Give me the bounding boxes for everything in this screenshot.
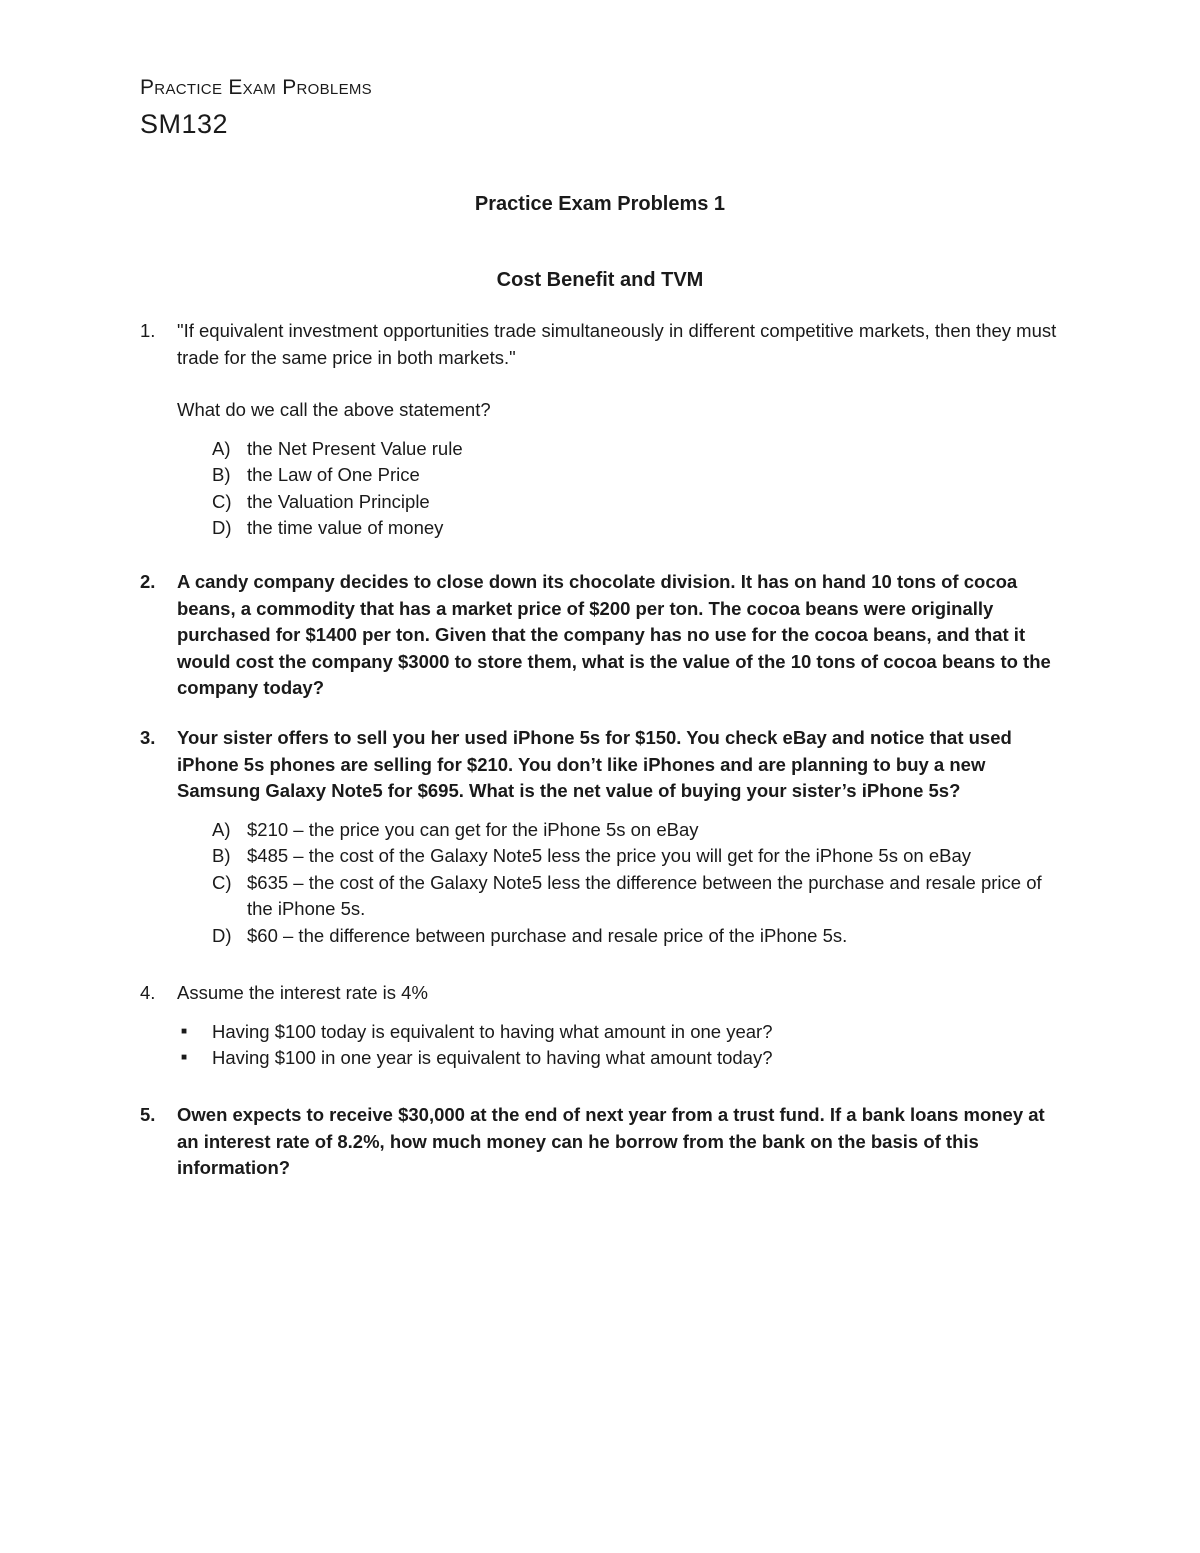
question-text: Your sister offers to sell you her used iPhone 5s for $150. You check eBay and notice that used iPhone 5s phones are selling for $210. You don’t like iPhones and are planning to buy a new Samsung Galaxy Note5 for $695. What is the net value of buying your sister’s iPhone 5s? <box>177 727 1012 801</box>
option-b <box>212 462 1060 489</box>
question-text: A candy company decides to close down its chocolate division. It has on hand 10 tons of cocoa beans, a commodity that has a market price of $200 per ton. The cocoa beans were originally purchased for $1400 per ton. Given that the company has no use for the cocoa beans, and that it would cost the company $3000 to store them, what is the value of the 10 tons of cocoa beans to the company today? <box>177 571 1051 698</box>
question-3 <box>140 725 1060 949</box>
option-letter: B) <box>212 464 231 485</box>
course-code: SM132 <box>140 109 229 139</box>
header-title: Practice Exam Problems <box>140 76 372 99</box>
question-2 <box>140 569 1060 702</box>
answer-options <box>212 817 1060 950</box>
option-text: $210 – the price you can get for the iPhone 5s on eBay <box>247 818 699 840</box>
bullet-item <box>177 1019 1060 1046</box>
question-text: Assume the interest rate is 4% <box>177 982 428 1003</box>
option-text: the Valuation Principle <box>247 490 430 512</box>
question-5 <box>140 1102 1060 1182</box>
option-letter: C) <box>212 871 232 893</box>
option-text: the Net Present Value rule <box>247 437 463 459</box>
square-bullet-icon: ■ <box>181 1052 188 1063</box>
bullet-text: Having $100 today is equivalent to having what amount in one year? <box>212 1020 773 1042</box>
option-letter: A) <box>212 818 231 840</box>
option-text: the Law of One Price <box>247 464 420 485</box>
option-letter: A) <box>212 437 231 459</box>
option-c <box>212 489 1060 516</box>
option-a <box>212 436 1060 463</box>
bullet-text: Having $100 in one year is equivalent to having what amount today? <box>212 1047 773 1068</box>
option-letter: D) <box>212 517 232 538</box>
question-text: Owen expects to receive $30,000 at the end of next year from a trust fund. If a bank loans money at an interest rate of 8.2%, how much money can he borrow from the bank on the basis of this information? <box>177 1104 1045 1178</box>
section-title: Cost Benefit and TVM <box>496 269 704 291</box>
option-c <box>212 870 1060 923</box>
option-b <box>212 843 1060 870</box>
bullet-list <box>177 1019 1060 1072</box>
option-letter: B) <box>212 845 231 866</box>
question-4 <box>140 980 1060 1072</box>
bullet-item <box>177 1045 1060 1072</box>
option-text: $635 – the cost of the Galaxy Note5 less the difference between the purchase and resale price of the iPhone 5s. <box>247 871 1042 919</box>
option-d <box>212 923 1060 950</box>
question-number: 4. <box>140 982 156 1003</box>
question-number: 3. <box>140 727 156 748</box>
square-bullet-icon: ■ <box>181 1025 188 1037</box>
answer-options <box>212 436 1060 542</box>
option-letter: C) <box>212 490 232 512</box>
question-number: 5. <box>140 1104 156 1125</box>
option-text: $485 – the cost of the Galaxy Note5 less the price you will get for the iPhone 5s on eBay <box>247 845 971 866</box>
question-1 <box>140 318 1060 542</box>
option-a <box>212 817 1060 844</box>
question-prompt: What do we call the above statement? <box>177 399 491 420</box>
question-number: 1. <box>140 320 156 341</box>
question-number: 2. <box>140 571 156 592</box>
option-letter: D) <box>212 924 232 946</box>
page-title: Practice Exam Problems 1 <box>474 193 726 215</box>
option-text: $60 – the difference between purchase and resale price of the iPhone 5s. <box>247 924 848 946</box>
question-text: "If equivalent investment opportunities trade simultaneously in different competitive markets, then they must trade for the same price in both markets." <box>177 320 1057 368</box>
option-text: the time value of money <box>247 517 444 538</box>
option-d <box>212 515 1060 542</box>
